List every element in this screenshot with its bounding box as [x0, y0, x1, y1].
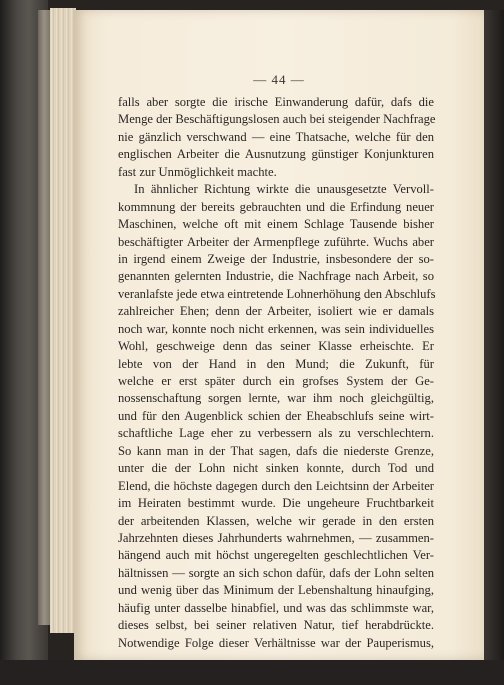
text-line: unter die der Lohn nicht sinken konnte, durch Tod und	[118, 461, 434, 476]
bottom-background	[0, 660, 504, 685]
text-line: genannten gelernten Industrie, die Nachfrage nach Arbeit, so	[118, 269, 434, 284]
text-line: nossenschaftung sorgen lernte, war ihm noch gleichgültig,	[118, 391, 434, 406]
text-line: zahlreicher Ehen; denn der Arbeiter, isoliert wie er damals	[118, 304, 434, 319]
text-line: Jahrzehnten dieses Jahrhunderts wahrnehmen, — zusammen-	[118, 530, 434, 545]
page-number: — 44 —	[253, 72, 305, 87]
right-shadow	[484, 10, 504, 660]
text-line: der arbeitenden Klassen, welche wir gerade in den ersten	[118, 513, 434, 528]
text-line: lebte von der Hand in den Mund; die Zukunft, für	[118, 356, 434, 371]
binding-edge	[38, 10, 50, 625]
text-line: und für den Augenblick schien der Eheabschlufs seine wirt-	[118, 408, 434, 423]
text-line: nie gänzlich verschwand — eine Thatsache, welche für den	[118, 129, 434, 144]
text-line: Maschinen, welche oft mit einem Schlage Tausende bisher	[118, 217, 434, 232]
text-line: fast zur Unmöglichkeit machte.	[118, 164, 277, 179]
text-line: Menge der Beschäftigungslosen auch bei steigender Nachfrage	[118, 112, 436, 127]
text-line: hängend auch mit höchst ungeregelten geschlechtlichen Ver-	[118, 548, 434, 563]
paragraph-2	[118, 181, 434, 652]
text-line: Wohl, geschweige denn das seiner Klasse erheischte. Er	[118, 339, 434, 354]
text-line: welche er erst später durch ein grofses System der Ge-	[118, 374, 434, 388]
body-text	[118, 94, 434, 652]
text-line: In ähnlicher Richtung wirkte die unausgesetzte Vervoll-	[134, 182, 434, 197]
text-line: veranlafste jede etwa eintretende Lohnerhöhung den Abschlufs	[118, 286, 436, 301]
text-line: hältnissen — sorgte an sich schon dafür, dafs der Lohn selten	[118, 565, 434, 580]
page-edges	[50, 8, 76, 633]
text-line: englischen Arbeiter die Ausnutzung günstiger Konjunkturen	[118, 147, 434, 162]
text-line: falls aber sorgte die irische Einwanderung dafür, dafs die	[118, 95, 434, 109]
text-line: häufig unter dasselbe hinabfiel, und was das schlimmste war,	[118, 600, 434, 615]
text-line: beschäftigter Arbeiter der Armenpflege zuführte. Wuchs aber	[118, 234, 434, 249]
text-line: im Heiraten bestimmt wurde. Die ungeheure Fruchtbarkeit	[118, 496, 434, 511]
text-line: So kann man in der That sagen, dafs die niederste Grenze,	[118, 443, 434, 458]
text-line: und wenig über das Minimum der Lebenshaltung hinaufging,	[118, 583, 434, 598]
text-line: Elend, die höchste dagegen durch den Leichtsinn der Arbeiter	[118, 478, 434, 493]
text-line: noch war, konnte noch nicht erkennen, was sein individuelles	[118, 321, 434, 336]
text-line: Notwendige Folge dieser Verhältnisse war der Pauperismus,	[118, 635, 434, 650]
book-page	[74, 10, 484, 660]
text-line: kommnung der bereits gebrauchten und die Erfindung neuer	[118, 199, 434, 214]
text-line: schaftliche Lage eher zu verbessern als zu verschlechtern.	[118, 426, 434, 441]
text-line: in irgend einem Zweige der Industrie, insbesondere der so-	[118, 251, 434, 266]
paragraph-1	[118, 94, 434, 181]
text-line: dieses selbst, bei seiner relativen Natur, tief herabdrückte.	[118, 618, 434, 633]
